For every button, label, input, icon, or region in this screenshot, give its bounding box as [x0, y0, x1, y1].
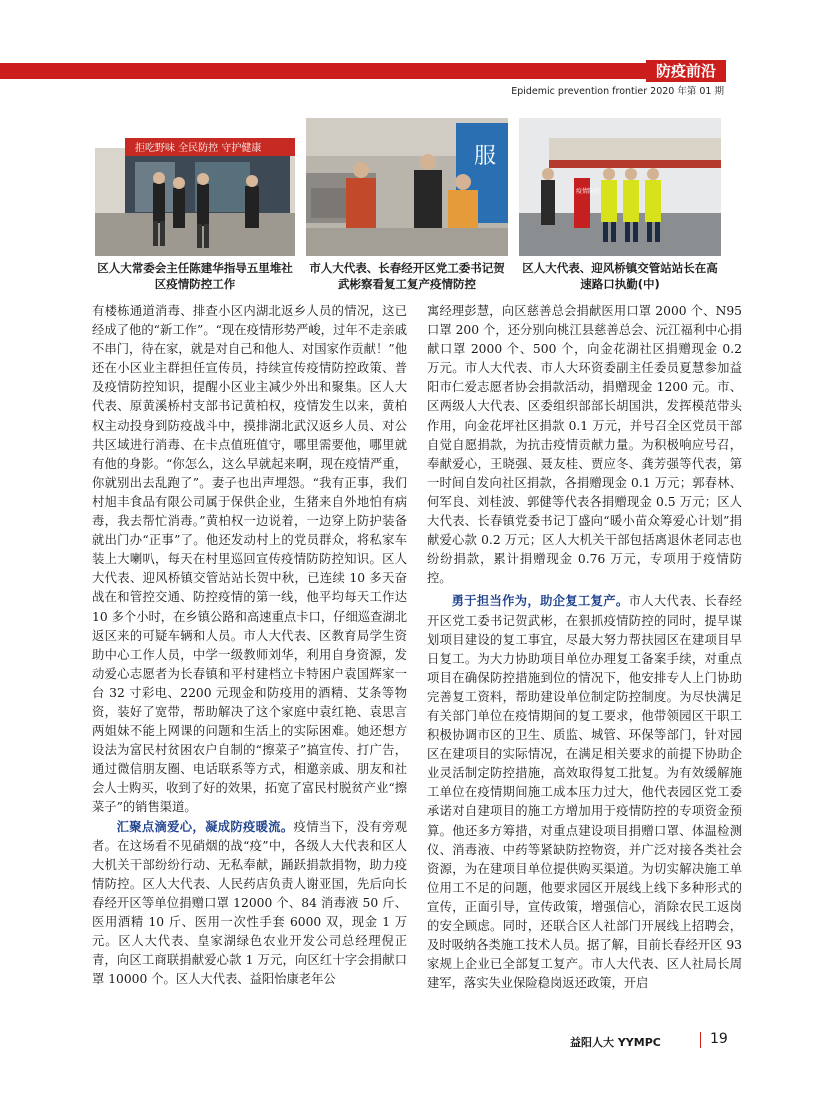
section-title: 防疫前沿: [646, 60, 726, 82]
magazine-name: 益阳人大 YYMPC: [570, 1036, 661, 1049]
right-text-column: [427, 302, 742, 993]
paragraph-text: 疫情当下，没有旁观者。在这场看不见硝烟的战“疫”中，各级人大代表和区人大机关干部纷纷行动、无私奉献，踊跃捐款捐物，助力疫情防控。区人大代表、人民药店负责人谢亚国，先后向长春经开区等单位捐赠口罩 12000 个、84 消毒液 50 斤、医用酒精 10 斤、医用一次性手套 6000 双，现金 1 万元。区人大代表、皇家湖绿色农业开发公司总经理倪正青，向区工商联捐献爱心款 1 万元，向区红十字会捐献口罩 10000 个。区人大代表、益阳怡康老年公: [92, 819, 407, 987]
paragraph-text: 市人大代表、长春经开区党工委书记贺武彬，在狠抓疫情防控的同时，提早谋划项目建设的复工事宜，尽最大努力帮扶园区在建项目早日复工。为大力协助项目单位办理复工备案手续，对重点项目在确保防控措施到位的情况下，他安排专人上门协助完善复工资料，帮助建设单位制定防控制度。为尽快满足有关部门单位在疫情期间的复工要求，他带领园区干职工积极协调市区的卫生、质监、城管、环保等部门，针对园区在建项目的实际情况，在满足相关要求的前提下协助企业灵活制定防控措施，高效取得复工批复。为有效缓解施工单位在疫情期间施工成本压力过大，他代表园区党工委承诺对自建项目的施工方增加用于疫情防控的专项资金预算。他还多方筹措，对重点建设项目捐赠口罩、体温检测仪、消毒液、中药等紧缺防控物资，并广泛对接各类社会资源，为在建项目单位提供购买渠道。为切实解决施工单位用工不足的问题，他要求园区开展线上线下多种形式的宣传，正面引导，宣传政策，增强信心，消除农民工返岗的安全顾虑。同时，还联合区人社部门开展线上招聘会，及时吸纳各类施工技术人员。据了解，目前长春经开区 93 家规上企业已全部复工复产。市人大代表、区人社局长周建军，落实失业保险稳岗返还政策，开启: [427, 594, 742, 991]
photo-community-inspection: [95, 118, 295, 256]
footer-divider: [700, 1032, 701, 1048]
photo3-sign-text: 疫情防控: [576, 188, 601, 195]
photo1-banner-text: 拒吃野味 全民防控 守护健康: [135, 143, 262, 154]
body-paragraph: 有楼栋通道消毒、排查小区内湖北返乡人员的情况，这已经成了他的“新工作”。“现在疫情形势严峻，过年不走亲戚不串门，待在家，就是对自己和他人、对国家作贡献！”他还在小区业主群担任宣传员，持续宣传疫情防控政策、普及疫情防控知识，提醒小区业主减少外出和聚集。区人大代表、原黄溪桥村支部书记黄柏权，疫情发生以来，黄柏权主动投身到防疫战斗中，摸排湖北武汉返乡人员、对公共区域进行消毒、在卡点值班值守，哪里需要他，哪里就有他的身影。“你怎么，这么早就起来啊，现在疫情严重，你就别出去乱跑了”。妻子也出声埋怨。“我有正事，我们村旭丰食品有限公司属于保供企业，生猪来自外地怕有病毒，我去帮忙消毒。”黄柏权一边说着，一边穿上防护装备就出门办“正事”了。他还发动村上的党员群众，将私家车装上大喇叭，每天在村里巡回宣传疫情防防控知识。区人大代表、迎风桥镇交管站站长贺中秋，已连续 10 多天奋战在和管控交通、防控疫情的第一线，他平均每天工作达 10 多个小时，在乡镇公路和高速重点卡口，仔细巡查湖北返区来的可疑车辆和人员。市人大代表、区教育局学生资助中心工作人员，中学一级教师刘华，利用自身资源，发动爱心志愿者为长春镇和平村建档立卡特困户袁国辉家一台 32 寸彩电、2200 元现金和防疫用的酒精、艾条等物资，装好了宽带，帮助解决了这个家庭中袁红艳、袁思言两姐妹不能上网课的问题和生活上的实际困难。她还想方设法为富民村贫困农户自制的“擦菜子”搞宣传、打广告，通过微信朋友圈、电话联系等方式，相邀亲戚、朋友和社会人士购买，收到了好的效果，拓宽了富民村脱贫产业“擦菜子”的销售渠道。: [92, 304, 407, 815]
body-paragraph: 寓经理彭慧，向区慈善总会捐献医用口罩 2000 个、N95 口罩 200 个，还分别向桃江县慈善总会、沅江福利中心捐献口罩 2000 个、500 个，向金花湖社区捐赠现金 0.2 万元。市人大代表、市人大环资委副主任委员夏慧参加益阳市仁爱志愿者协会捐款活动，捐赠现金 1200 元。市、区两级人大代表、区委组织部部长胡国洪，发挥模范带头作用，向金花坪社区捐款 0.1 万元，并号召全区党员干部自觉自愿捐款，为抗击疫情贡献力量。为积极响应号召，奉献爱心，王晓强、聂友桂、贾应冬、龚芳强等代表，第一时间自发向社区捐款，各捐赠现金 0.1 万元；郭春林、何军良、刘桂波、郭健等代表各捐赠现金 0.5 万元；区人大代表、长春镇党委书记丁盛向“暖小苗众筹爱心计划”捐献爱心款 0.2 万元；区人大机关干部包括离退休老同志也纷纷捐款，累计捐赠现金 0.76 万元，专项用于疫情防控。: [427, 304, 742, 586]
paragraph-lead-heading: 汇聚点滴爱心，凝成防疫暖流。: [116, 819, 294, 834]
header-red-bar: [0, 63, 686, 79]
photo-caption-2: 市人大代表、长春经开区党工委书记贺武彬察看复工复产疫情防控: [309, 261, 505, 291]
page-number: 19: [710, 1031, 728, 1047]
paragraph-lead-heading: 勇于担当作为，助企复工复产。: [451, 594, 629, 609]
issue-subtitle: Epidemic prevention frontier 2020 年第 01 期: [511, 86, 724, 97]
photo-highway-duty: [519, 118, 721, 256]
photo-caption-1: 区人大常委会主任陈建华指导五里堆社区疫情防控工作: [97, 261, 293, 291]
photo-caption-3: 区人大代表、迎风桥镇交管站站长在高速路口执勤(中): [522, 261, 718, 291]
body-paragraph: [427, 592, 742, 993]
photo2-sign-text: 服: [474, 144, 497, 169]
photo-reopening-inspection: [306, 118, 508, 256]
left-text-column: [92, 302, 407, 989]
body-paragraph: [92, 818, 407, 990]
